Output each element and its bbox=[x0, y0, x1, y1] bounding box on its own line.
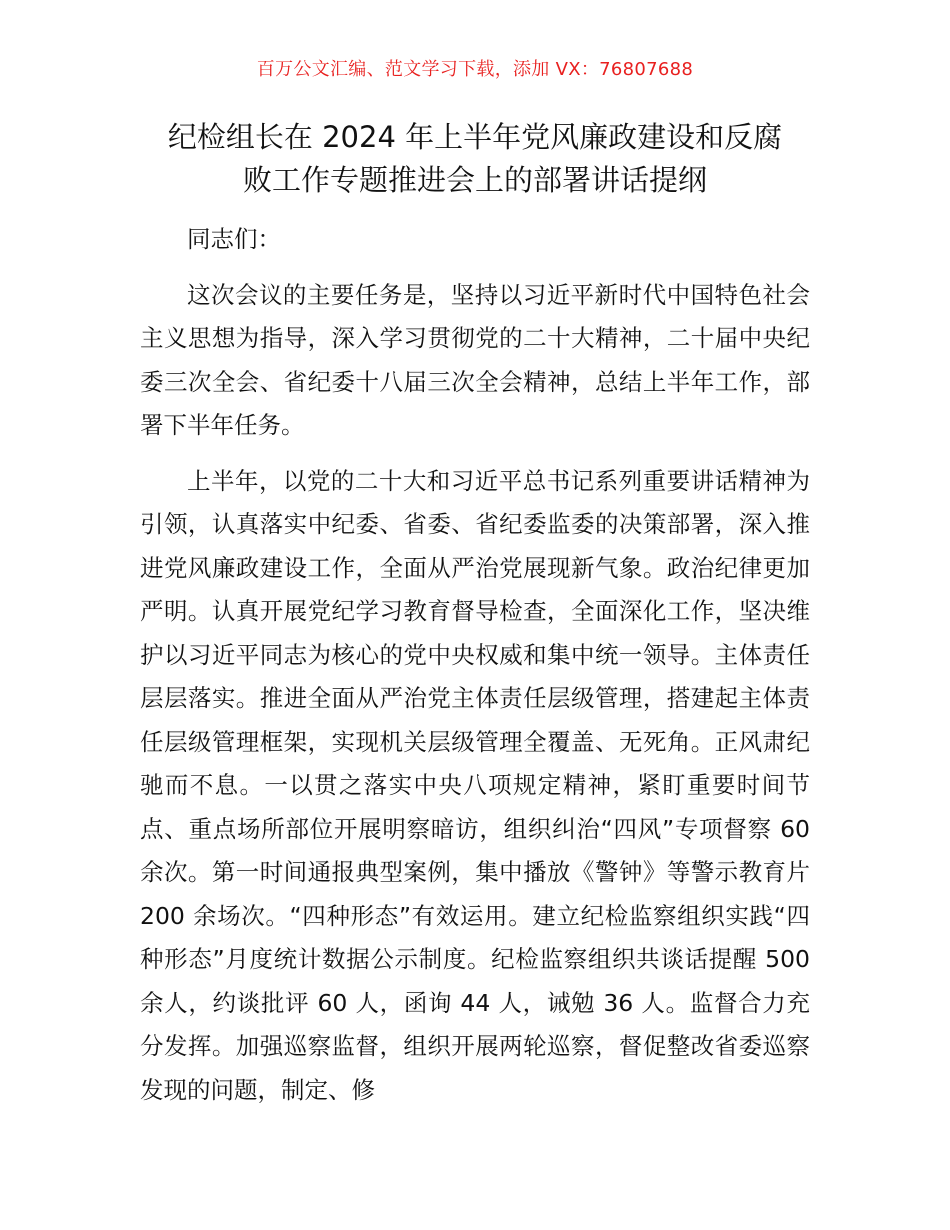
paragraph-1: 这次会议的主要任务是，坚持以习近平新时代中国特色社会主义思想为指导，深入学习贯彻党的二十大精神，二十届中央纪委三次全会、省纪委十八届三次全会精神，总结上半年工作，部署下半年任务。 bbox=[140, 280, 810, 439]
promo-banner: 百万公文汇编、范文学习下载，添加 VX：76807688 bbox=[256, 59, 694, 80]
document-title bbox=[140, 116, 810, 202]
title-line-1: 纪检组长在 2024 年上半年党风廉政建设和反腐 bbox=[167, 120, 783, 154]
document-body bbox=[140, 218, 810, 1112]
paragraph-2: 上半年，以党的二十大和习近平总书记系列重要讲话精神为引领，认真落实中纪委、省委、省纪委监委的决策部署，深入推进党风廉政建设工作，全面从严治党展现新气象。政治纪律更加严明。认真开展党纪学习教育督导检查，全面深化工作，坚决维护以习近平同志为核心的党中央权威和集中统一领导。主体责任层层落实。推进全面从严治党主体责任层级管理，搭建起主体责任层级管理框架，实现机关层级管理全覆盖、无死角。正风肃纪驰而不息。一以贯之落实中央八项规定精神，紧盯重要时间节点、重点场所部位开展明察暗访，组织纠治“四风”专项督察 60 余次。第一时间通报典型案例，集中播放《警钟》等警示教育片 200 余场次。“四种形态”有效运用。建立纪检监察组织实践“四种形态”月度统计数据公示制度。纪检监察组织共谈话提醒 500 余人，约谈批评 60 人，函询 44 人，诫勉 36 人。监督合力充分发挥。加强巡察监督，组织开展两轮巡察，督促整改省委巡察发现的问题，制定、修 bbox=[140, 466, 810, 1104]
title-line-2: 败工作专题推进会上的部署讲话提纲 bbox=[242, 163, 707, 197]
salutation: 同志们： bbox=[187, 225, 281, 253]
